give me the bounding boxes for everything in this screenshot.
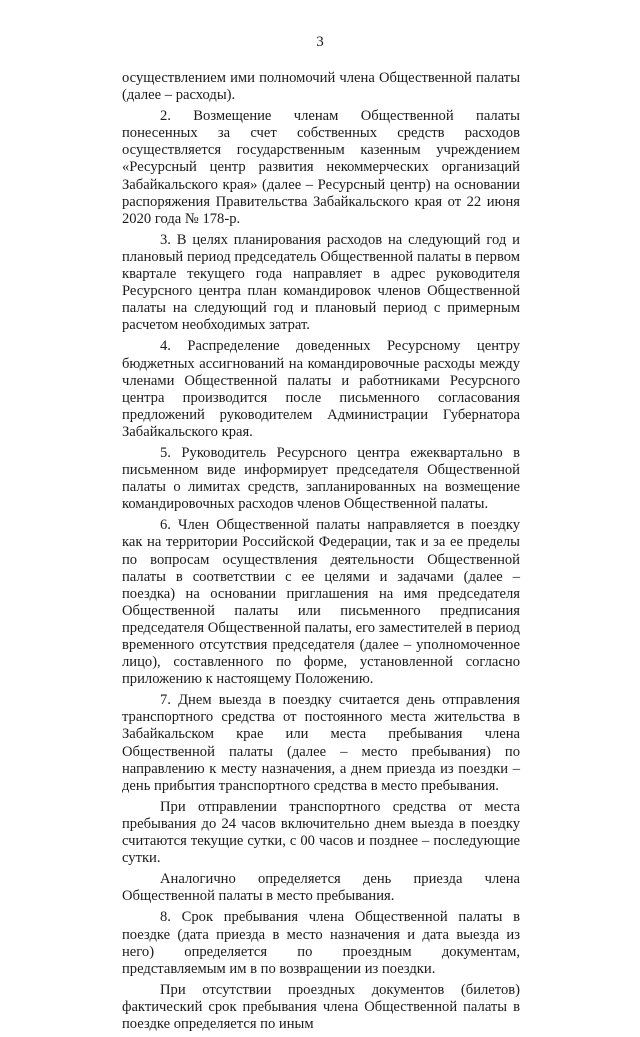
paragraph-8: 8. Срок пребывания члена Общественной палаты в поездке (дата приезда в место назначения и дата выезда из него) определяется по проездным документам, представляемым им в по возвращении из поездки. [122, 909, 520, 977]
page-number: 3 [316, 34, 324, 50]
paragraph-7: 7. Днем выезда в поездку считается день отправления транспортного средства от постоянного места жительства в Забайкальском крае или места пребывания члена Общественной палаты (далее – место пребывания) по направлению к месту назначения, а днем приезда из поездки – день прибытия транспортного средства в место пребывания. [122, 692, 520, 794]
paragraph-3: 3. В целях планирования расходов на следующий год и плановый период председатель Общественной палаты в первом квартале текущего года направляет в адрес руководителя Ресурсного центра план командировок членов Общественной палаты на следующий год и плановый период с примерным расчетом необходимых затрат. [122, 231, 520, 334]
paragraph-7-departure-rule: При отправлении транспортного средства от места пребывания до 24 часов включительно днем выезда в поездку считаются текущие сутки, с 00 часов и позднее – последующие сутки. [122, 798, 520, 867]
paragraph-8-no-tickets: При отсутствии проездных документов (билетов) фактический срок пребывания члена Общественной палаты в поездке определяется по иным [122, 981, 520, 1032]
paragraph-continuation: осуществлением ими полномочий члена Общественной палаты (далее – расходы). [122, 70, 520, 104]
document-body [122, 70, 520, 1037]
paragraph-6: 6. Член Общественной палаты направляется в поездку как на территории Российской Федерации, так и за ее пределы по вопросам осуществления деятельности Общественной палаты в соответствии с ее целями и задачами (далее – поездка) на основании приглашения на имя председателя Общественной палаты или письменного предписания председателя Общественной палаты, его заместителей в период временного отсутствия председателя (далее – уполномоченное лицо), составленного по форме, установленной согласно приложению к настоящему Положению. [122, 517, 520, 688]
paragraph-2: 2. Возмещение членам Общественной палаты понесенных за счет собственных средств расходов осуществляется государственным казенным учреждением «Ресурсный центр развития некоммерческих организаций Забайкальского края» (далее – Ресурсный центр) на основании распоряжения Правительства Забайкальского края от 22 июня 2020 года № 178-р. [122, 108, 520, 227]
paragraph-5: 5. Руководитель Ресурсного центра ежеквартально в письменном виде информирует председателя Общественной палаты о лимитах средств, запланированных на возмещение командировочных расходов членов Общественной палаты. [122, 444, 520, 513]
paragraph-7-arrival-rule: Аналогично определяется день приезда члена Общественной палаты в место пребывания. [122, 871, 520, 905]
paragraph-4: 4. Распределение доведенных Ресурсному центру бюджетных ассигнований на командировочные расходы между членами Общественной палаты и работниками Ресурсного центра производится после письменного согласования предложений руководителем Администрации Губернатора Забайкальского края. [122, 338, 520, 440]
